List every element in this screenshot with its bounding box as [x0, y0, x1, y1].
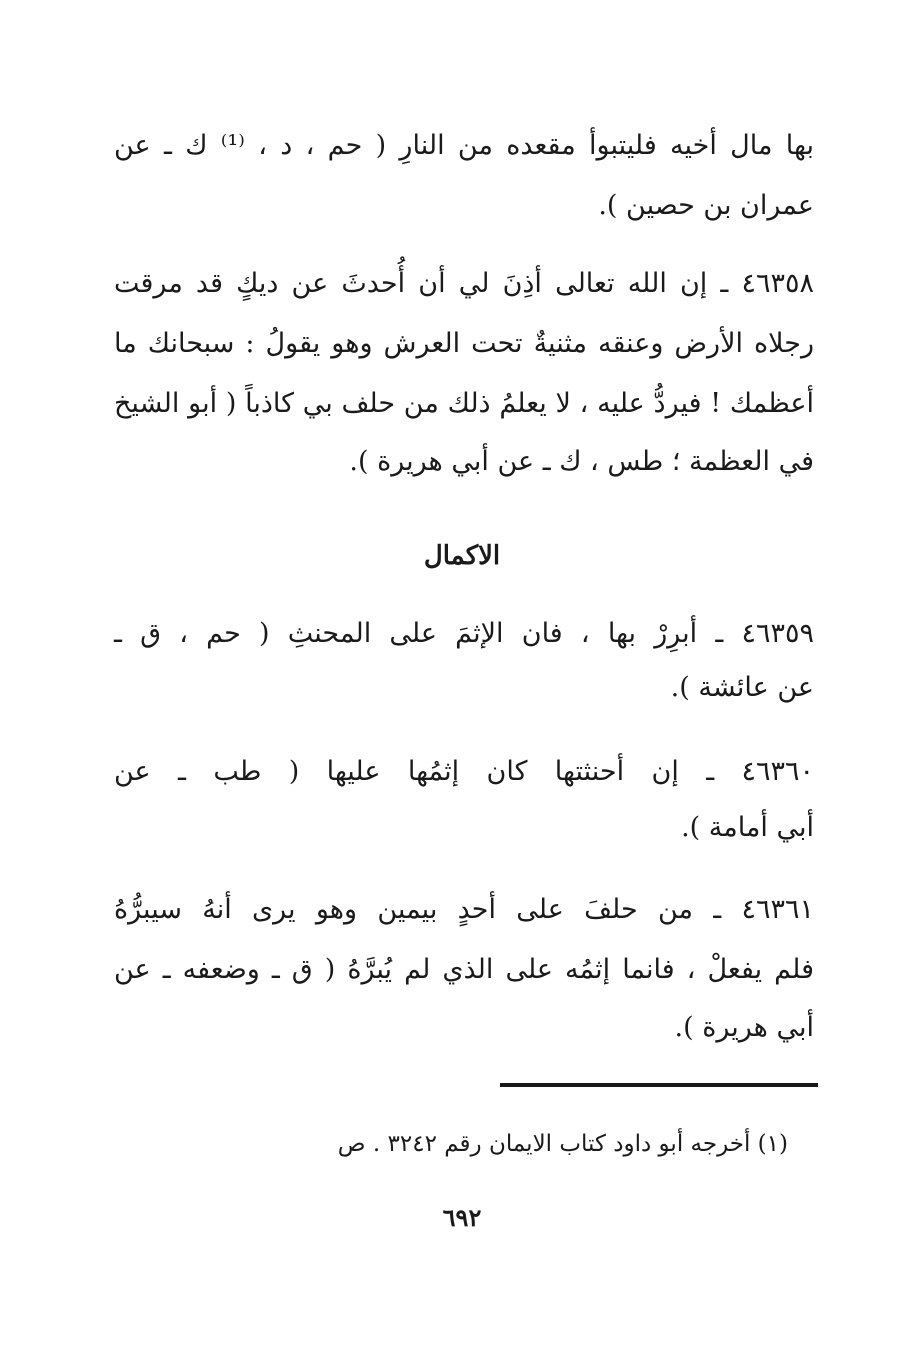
entry-46361-line-1: ٤٦٣٦١ ـ من حلفَ على أحدٍ بيمين وهو يرى أنهُ سيبرُّهُ: [114, 894, 814, 925]
entry-46358-line-4: في العظمة ؛ طس ، ك ـ عن أبي هريرة ).: [349, 446, 814, 477]
section-heading: الاكمال: [423, 541, 501, 571]
continuation-line-1: بها مال أخيه فليتبوأ مقعده من النارِ ( حم ، د ، ⁽¹⁾ ك ـ عن: [114, 130, 814, 161]
footnote-rule: [500, 1083, 818, 1087]
entry-46358-line-1: ٤٦٣٥٨ ـ إن الله تعالى أذِنَ لي أن أُحدثَ عن ديكٍ قد مرقت: [114, 268, 814, 299]
entry-46361-line-3: أبي هريرة ).: [674, 1012, 814, 1043]
entry-46360-line-2: أبي أمامة ).: [681, 812, 814, 843]
footnote: (١) أخرجه أبو داود كتاب الايمان رقم ٣٢٤٢ . ص: [337, 1131, 788, 1157]
entry-46359-line-2: عن عائشة ).: [670, 672, 814, 703]
entry-46358-line-2: رجلاه الأرض وعنقه مثنيةٌ تحت العرش وهو يقولُ : سبحانك ما: [114, 328, 814, 359]
page-number: ٦٩٢: [442, 1203, 482, 1232]
entry-46360-line-1: ٤٦٣٦٠ ـ إن أحنثتها كان إثمُها عليها ( طب ـ عن: [114, 756, 814, 787]
entry-46361-line-2: فلم يفعلْ ، فانما إثمُه على الذي لم يُبرَّهُ ( ق ـ وضعفه ـ عن: [114, 954, 814, 985]
entry-46359-line-1: ٤٦٣٥٩ ـ أبرِرْ بها ، فان الإثمَ على المحنثِ ( حم ، ق ـ: [114, 618, 814, 649]
entry-46358-line-3: أعظمك ! فيردُّ عليه ، لا يعلمُ ذلك من حلف بي كاذباً ( أبو الشيخ: [114, 388, 814, 419]
continuation-line-2: عمران بن حصين ).: [598, 190, 814, 221]
